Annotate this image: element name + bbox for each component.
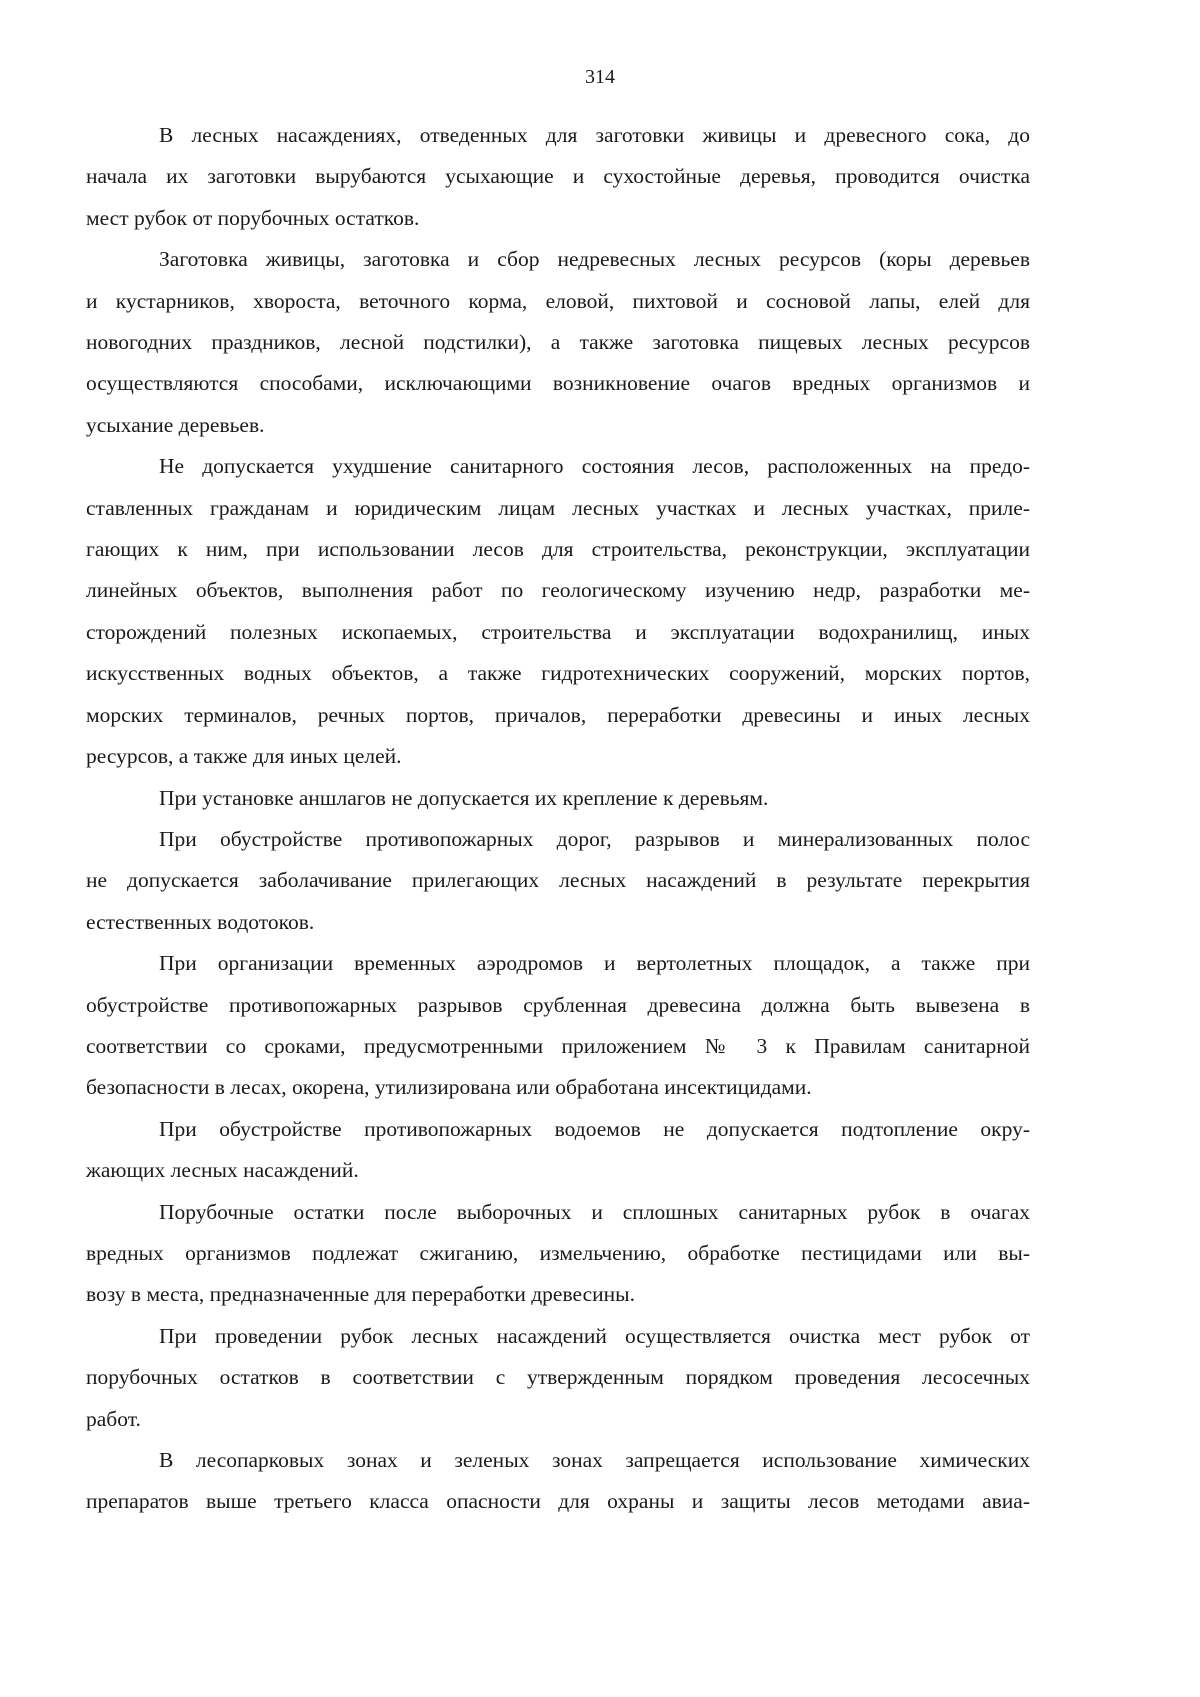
text-line: обустройстве противопожарных разрывов срубленная древесина должна быть вывезена в (86, 992, 1030, 1017)
text-line: и кустарников, хвороста, веточного корма, еловой, пихтовой и сосновой лапы, елей для (86, 288, 1030, 313)
text-line: При организации временных аэродромов и вертолетных площадок, а также при (159, 951, 1030, 976)
text-line: При проведении рубок лесных насаждений осуществляется очистка мест рубок от (159, 1323, 1030, 1348)
paragraph-8 (86, 1192, 1030, 1316)
text-line: Не допускается ухудшение санитарного состояния лесов, расположенных на предо- (159, 454, 1030, 479)
text-line: соответствии со сроками, предусмотренными приложением № 3 к Правилам санитарной (86, 1033, 1030, 1058)
text-line: Порубочные остатки после выборочных и сплошных санитарных рубок в очагах (159, 1199, 1030, 1224)
text-line: гающих к ним, при использовании лесов для строительства, реконструкции, эксплуатации (86, 537, 1030, 562)
text-line: естественных водотоков. (86, 909, 315, 934)
text-line: усыхание деревьев. (86, 412, 265, 437)
text-line: морских терминалов, речных портов, причалов, переработки древесины и иных лесных (86, 702, 1030, 727)
text-line: возу в места, предназначенные для переработки древесины. (86, 1282, 635, 1307)
text-line: При обустройстве противопожарных дорог, разрывов и минерализованных полос (159, 826, 1030, 851)
text-line: работ. (86, 1406, 141, 1431)
text-line: вредных организмов подлежат сжиганию, измельчению, обработке пестицидами или вы- (86, 1240, 1030, 1265)
paragraph-10 (86, 1440, 1030, 1523)
text-line: безопасности в лесах, окорена, утилизирована или обработана инсектицидами. (86, 1075, 812, 1100)
page-number: 314 (585, 66, 615, 88)
text-line: начала их заготовки вырубаются усыхающие и сухостойные деревья, проводится очистка (86, 164, 1030, 189)
text-line: При обустройстве противопожарных водоемов не допускается подтопление окру- (159, 1116, 1030, 1141)
paragraph-4 (86, 778, 1030, 819)
paragraph-6 (86, 943, 1030, 1109)
paragraph-2 (86, 239, 1030, 446)
text-line: Заготовка живицы, заготовка и сбор недревесных лесных ресурсов (коры деревьев (159, 247, 1030, 272)
text-line: искусственных водных объектов, а также гидротехнических сооружений, морских портов, (86, 661, 1030, 686)
text-line: мест рубок от порубочных остатков. (86, 205, 420, 230)
paragraph-5 (86, 819, 1030, 943)
text-line: препаратов выше третьего класса опасности для охраны и защиты лесов методами авиа- (86, 1489, 1030, 1514)
text-line: ресурсов, а также для иных целей. (86, 744, 402, 769)
paragraph-9 (86, 1316, 1030, 1440)
text-line: новогодних праздников, лесной подстилки), а также заготовка пищевых лесных ресурсов (86, 330, 1030, 355)
document-body (86, 115, 1030, 1523)
paragraph-1 (86, 115, 1030, 239)
text-line: В лесопарковых зонах и зеленых зонах запрещается использование химических (159, 1448, 1030, 1472)
text-line: ставленных гражданам и юридическим лицам лесных участках и лесных участках, приле- (86, 495, 1030, 520)
text-line: жающих лесных насаждений. (86, 1158, 359, 1183)
text-line: порубочных остатков в соответствии с утвержденным порядком проведения лесосечных (86, 1365, 1030, 1390)
text-line: сторождений полезных ископаемых, строительства и эксплуатации водохранилищ, иных (86, 619, 1030, 644)
text-line: линейных объектов, выполнения работ по геологическому изучению недр, разработки ме- (86, 578, 1030, 603)
text-line: В лесных насаждениях, отведенных для заготовки живицы и древесного сока, до (159, 123, 1030, 147)
text-line: не допускается заболачивание прилегающих лесных насаждений в результате перекрытия (86, 868, 1030, 893)
text-line: При установке аншлагов не допускается их крепление к деревьям. (159, 785, 769, 810)
paragraph-3 (86, 446, 1030, 777)
text-line: осуществляются способами, исключающими возникновение очагов вредных организмов и (86, 371, 1030, 396)
paragraph-7 (86, 1109, 1030, 1192)
